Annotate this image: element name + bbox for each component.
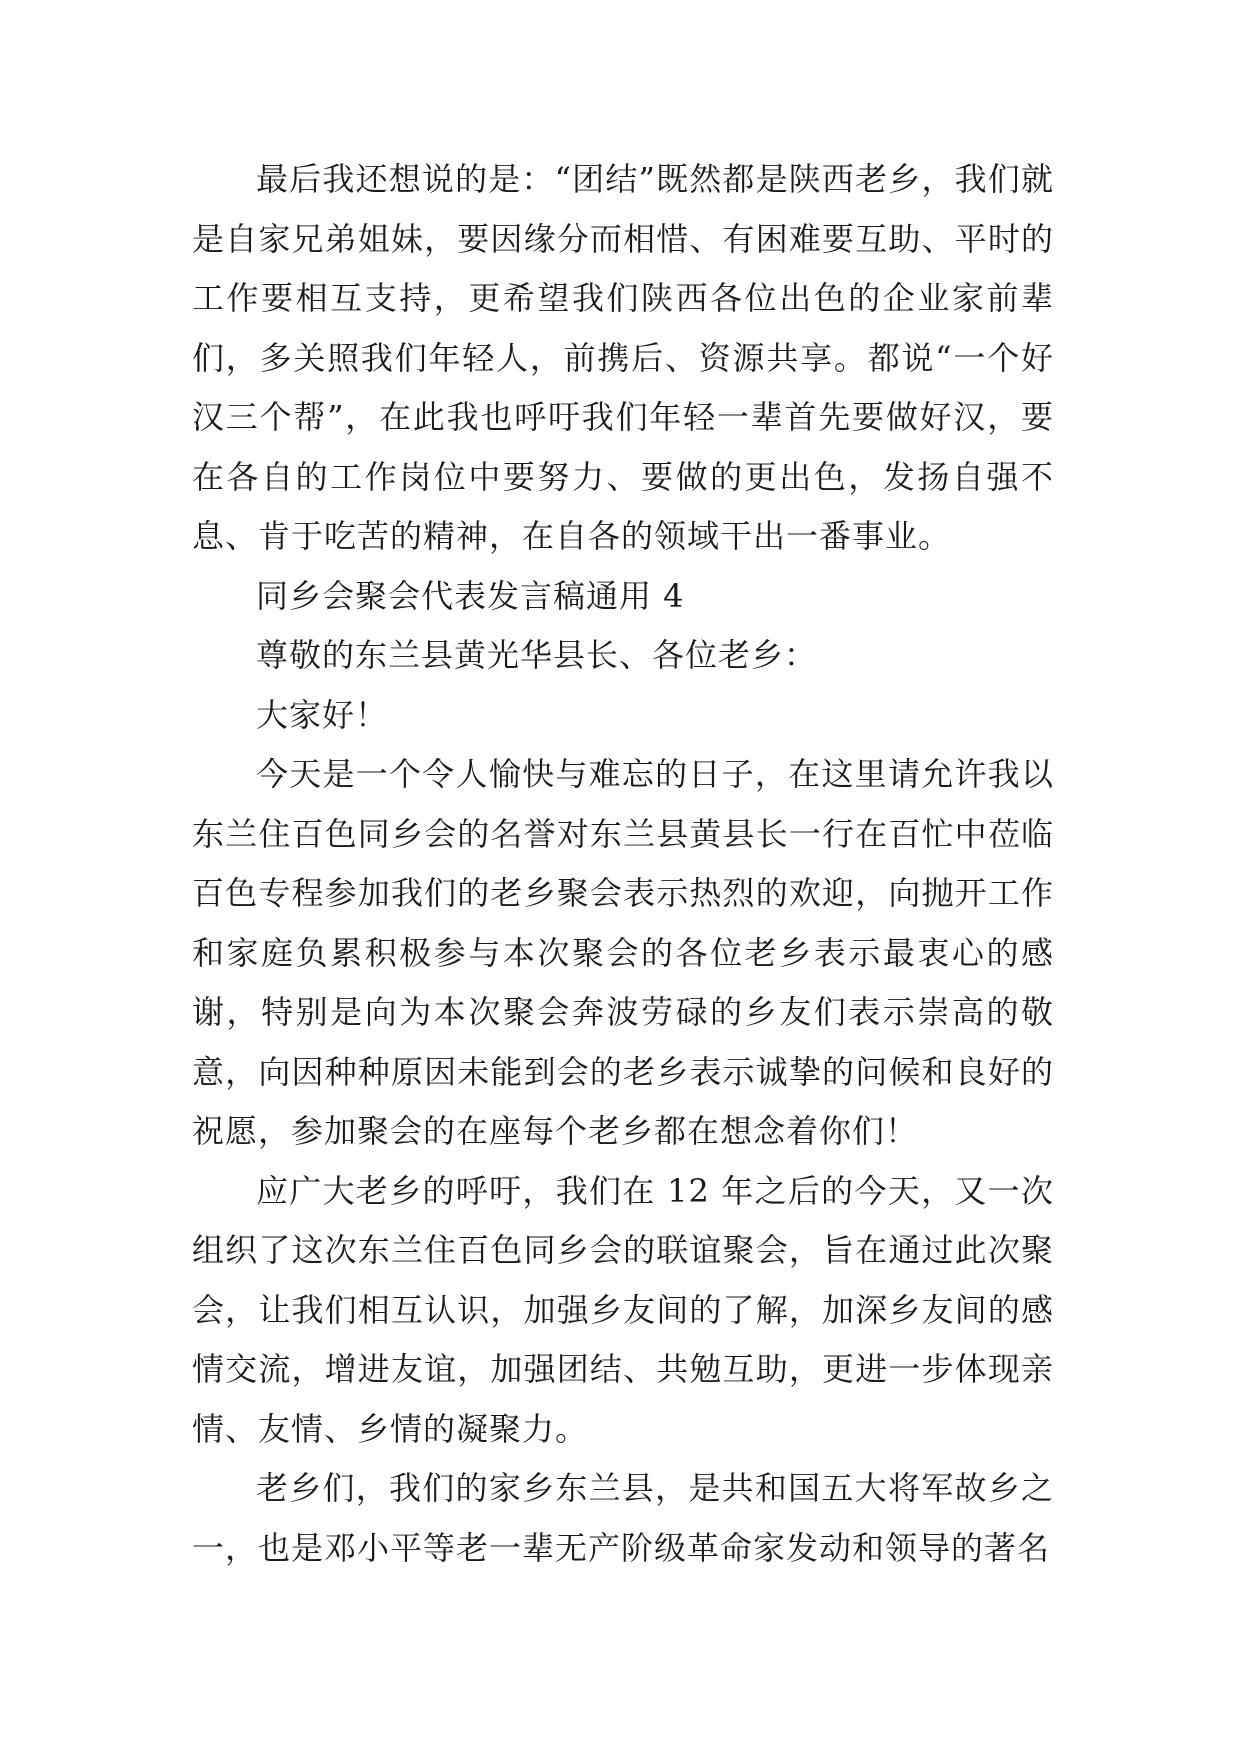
document-body (192, 150, 1054, 1578)
paragraph-purpose: 应广大老乡的呼吁，我们在 12 年之后的今天，又一次组织了这次东兰住百色同乡会的联谊聚会，旨在通过此次聚会，让我们相互认识，加强乡友间的了解，加深乡友间的感情交流，增进友谊，加强团结、共勉互助，更进一步体现亲情、友情、乡情的凝聚力。 (192, 1171, 1054, 1448)
paragraph-hometown: 老乡们，我们的家乡东兰县，是共和国五大将军故乡之一，也是邓小平等老一辈无产阶级革命家发动和领导的著名 (192, 1469, 1054, 1567)
greeting: 大家好！ (256, 695, 389, 734)
paragraph-closing-remarks: 最后我还想说的是：“团结”既然都是陕西老乡，我们就是自家兄弟姐妹，要因缘分而相惜、有困难要互助、平时的工作要相互支持，更希望我们陕西各位出色的企业家前辈们，多关照我们年轻人，前携后、资源共享。都说“一个好汉三个帮”，在此我也呼吁我们年轻一辈首先要做好汉，要在各自的工作岗位中要努力、要做的更出色，发扬自强不息、肯于吃苦的精神，在自各的领域干出一番事业。 (192, 160, 1054, 555)
section-heading: 同乡会聚会代表发言稿通用 4 (256, 576, 685, 615)
paragraph-welcome: 今天是一个令人愉快与难忘的日子，在这里请允许我以东兰住百色同乡会的名誉对东兰县黄县长一行在百忙中莅临百色专程参加我们的老乡聚会表示热烈的欢迎，向抛开工作和家庭负累积极参与本次聚会的各位老乡表示最衷心的感谢，特别是向为本次聚会奔波劳碌的乡友们表示崇高的敬意，向因种种原因未能到会的老乡表示诚挚的问候和良好的祝愿，参加聚会的在座每个老乡都在想念着你们！ (192, 755, 1054, 1150)
salutation: 尊敬的东兰县黄光华县长、各位老乡： (256, 636, 818, 674)
